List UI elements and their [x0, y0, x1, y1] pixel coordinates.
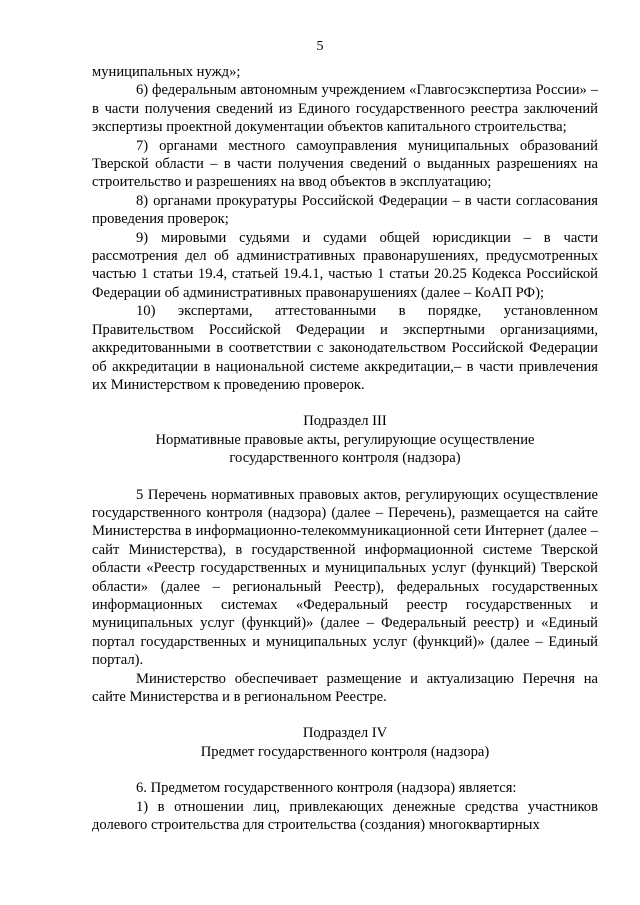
document-body [92, 63, 598, 834]
section-4-heading [92, 724, 598, 761]
paragraph-item-9-courts: 9) мировыми судьями и судами общей юрисдикции – в части рассмотрения дел об административных правонарушениях, предусмотренных частью 1 статьи 19.4, статьей 19.4.1, частью 1 статьи 20.25 Кодекса Российской Федерации об административных правонарушениях (далее – КоАП РФ); [92, 229, 598, 301]
section-3-heading [92, 412, 598, 467]
section-3-subtitle-line-1: Нормативные правовые акты, регулирующие осуществление [155, 431, 535, 448]
paragraph-continuation: муниципальных нужд»; [92, 64, 241, 80]
section-4-title: Подраздел IV [302, 725, 388, 742]
paragraph-ministry-publication: Министерство обеспечивает размещение и актуализацию Перечня на сайте Министерства и в региональном Реестре. [92, 670, 598, 705]
paragraph-item-8-prosecutor: 8) органами прокуратуры Российской Федерации – в части согласования проведения проверок; [92, 192, 598, 228]
paragraph-item-7-local-government: 7) органами местного самоуправления муниципальных образований Тверской области – в части получения сведений о выданных разрешениях на строительство и разрешениях на ввод объектов в эксплуатацию; [92, 137, 598, 191]
paragraph-6-subject-of-control: 6. Предметом государственного контроля (надзора) является: [136, 780, 517, 797]
section-3-title: Подраздел III [303, 413, 387, 430]
paragraph-item-6-glavgosexpertiza: 6) федеральным автономным учреждением «Главгосэкспертиза России» – в части получения сведений из Единого государственного реестра заключений экспертизы проектной документации объектов капитального строительства; [92, 82, 598, 136]
paragraph-5-legal-acts-list: 5 Перечень нормативных правовых актов, регулирующих осуществление государственного контроля (надзора) (далее – Перечень), размещается на сайте Министерства в информационно-телекоммуникационной сети Интернет (далее – сайт Министерства), в государственной информационной системе Тверской области «Реестр государственных и муниципальных услуг (функций) Тверской области» (далее – региональный Реестр), федеральных государственных информационных системах «Федеральный реестр государственных и муниципальных услуг (функций)» (далее – Федеральный реестр) и «Единый портал государственных и муниципальных услуг (функций)» (далее – Единый портал). [92, 486, 598, 669]
section-3-subtitle-line-2: государственного контроля (надзора) [229, 450, 461, 467]
page-number: 5 [316, 39, 324, 54]
paragraph-item-1-developers: 1) в отношении лиц, привлекающих денежные средства участников долевого строительства для строительства (создания) многоквартирных [92, 798, 598, 834]
section-4-subtitle: Предмет государственного контроля (надзора) [200, 743, 490, 760]
paragraph-item-10-experts: 10) экспертами, аттестованными в порядке, установленном Правительством Российской Федерации и экспертными организациями, аккредитованными в соответствии с законодательством Российской Федерации об аккредитации в национальной системе аккредитации,– в части привлечения их Министерством к проведению проверок. [92, 303, 598, 393]
